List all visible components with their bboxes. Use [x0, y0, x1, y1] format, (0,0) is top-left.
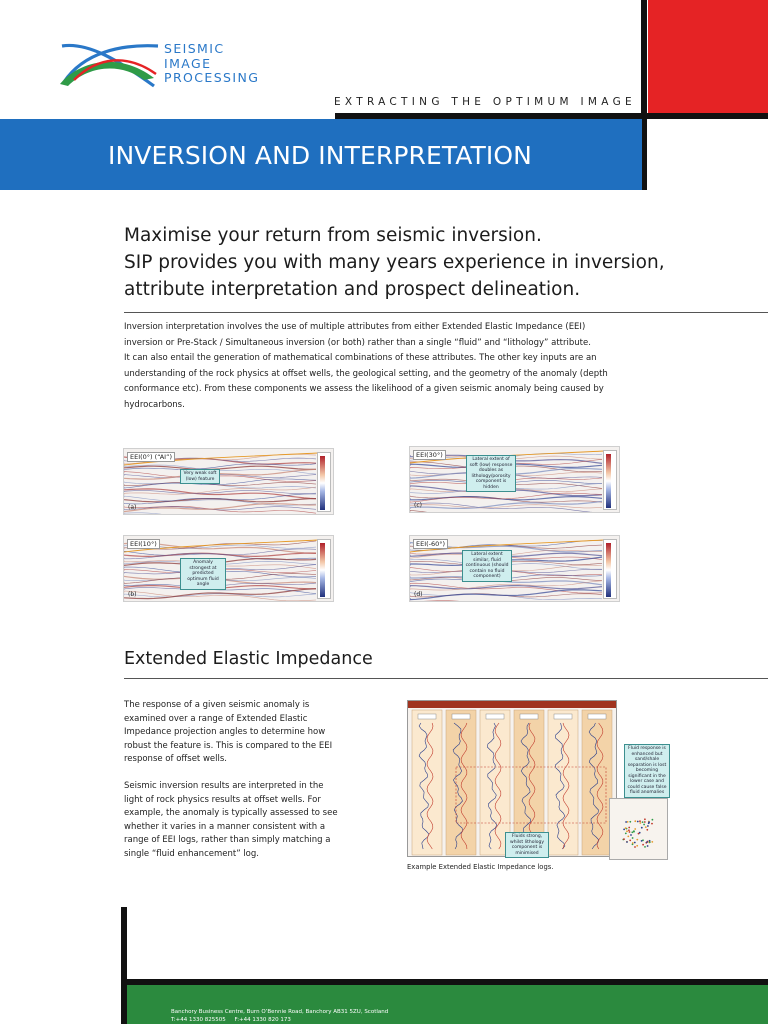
- intro-line: SIP provides you with many years experience in inversion,: [124, 252, 665, 273]
- footer-contact: [171, 1009, 388, 1024]
- paragraph-line: light of rock physics results at offset wells. For: [124, 794, 321, 805]
- panel-label: EEI(0°) (“AI”): [127, 452, 175, 462]
- panel-callout: Lateral extent of soft (low) response doubles as lithology/porosity component is hidden: [466, 455, 516, 492]
- crossplot-inset: [609, 798, 668, 860]
- paragraph-line: examined over a range of Extended Elastic: [124, 713, 308, 724]
- crossplot-image: [610, 799, 668, 860]
- paragraph-line: Inversion interpretation involves the use of multiple attributes from either Extended Elastic Impedance (EEI): [124, 322, 586, 332]
- footer-fax: F:+44 1330 820 173: [234, 1016, 291, 1023]
- intro-line: Maximise your return from seismic inversion.: [124, 225, 542, 246]
- eei-paragraphs: [124, 699, 364, 861]
- panel-letter: (a): [128, 504, 137, 511]
- paragraph-line: hydrocarbons.: [124, 399, 185, 410]
- paragraph-line: response of offset wells.: [124, 754, 227, 764]
- paragraph-line: It can also entail the generation of mathematical combinations of these attributes. The other key inputs are an: [124, 353, 597, 364]
- colour-scale: [603, 450, 617, 510]
- paragraph-line: inversion or Pre-Stack / Simultaneous inversion (or both) rather than a single “fluid” and “lithology” attribute.: [124, 337, 591, 348]
- paragraph-line: conformance etc). From these components we assess the likelihood of a given seismic anomaly being caused by: [124, 384, 604, 395]
- section-rule: [124, 678, 768, 679]
- logo-line: PROCESSING: [164, 70, 260, 85]
- colour-scale: [317, 452, 331, 512]
- panel-letter: (b): [128, 591, 137, 598]
- seismic-panel-c: [409, 446, 620, 513]
- paragraph-line: whether it varies in a manner consistent with a: [124, 821, 326, 832]
- seismic-panel-b: [123, 535, 334, 602]
- panel-letter: (c): [414, 502, 422, 509]
- figure-caption: Example Extended Elastic Impedance logs.: [407, 863, 554, 871]
- footer-phone-fax: [171, 1017, 388, 1024]
- paragraph-line: robust the feature is. This is compared to the EEI: [124, 740, 333, 751]
- colour-scale: [603, 539, 617, 599]
- colour-scale: [317, 539, 331, 599]
- tagline: EXTRACTING THE OPTIMUM IMAGE: [334, 96, 636, 108]
- paragraph-line: understanding of the rock physics at offset wells, the geological setting, and the geometry of the anomaly (depth: [124, 368, 608, 379]
- panel-callout: Lateral extent similar, fluid continuous (should contain no fluid component): [462, 550, 512, 582]
- paragraph-line: example, the anomaly is typically assessed to see: [124, 808, 338, 818]
- page-title: INVERSION AND INTERPRETATION: [108, 141, 532, 170]
- logo-wordmark: [164, 42, 259, 86]
- footer-address: Banchory Business Centre, Burn O’Bennie Road, Banchory AB31 5ZU, Scotland: [171, 1009, 389, 1015]
- seismic-panel-d: [409, 535, 620, 602]
- intro-line: attribute interpretation and prospect delineation.: [124, 279, 581, 300]
- figure-callout: Fluid response is enhanced but sand/shale separation is lost becoming significant in the lower case and could cause false fluid anomalies: [624, 744, 670, 798]
- logo-line: SEISMIC: [164, 41, 225, 56]
- panel-label: EEI(30°): [413, 450, 446, 460]
- company-logo: [58, 38, 298, 90]
- paragraph-line: single “fluid enhancement” log.: [124, 848, 259, 859]
- panel-letter: (d): [414, 591, 423, 598]
- paragraph-line: Impedance projection angles to determine how: [124, 727, 326, 737]
- logo-line: IMAGE: [164, 55, 212, 71]
- paragraph-line: The response of a given seismic anomaly is: [124, 700, 310, 710]
- intro-headline: [124, 222, 684, 303]
- panel-callout: Very weak soft (low) feature: [180, 469, 220, 484]
- panel-label: EEI(-60°): [413, 539, 448, 549]
- logo-mark: [58, 38, 168, 90]
- panel-label: EEI(10°): [127, 539, 160, 549]
- figure-callout: Fluids strong, whilst lithology component is minimised: [505, 832, 549, 858]
- panel-callout: Anomaly strongest at predicted optimum fluid angle: [180, 558, 226, 590]
- footer-phone: T:+44 1330 825505: [171, 1016, 226, 1023]
- paragraph-line: Seismic inversion results are interpreted in the: [124, 781, 324, 791]
- paragraph-line: range of EEI logs, rather than simply matching a: [124, 835, 331, 845]
- section-heading: Extended Elastic Impedance: [124, 649, 373, 669]
- section-rule: [124, 312, 768, 313]
- seismic-panel-a: [123, 448, 334, 515]
- intro-paragraph: [124, 320, 644, 414]
- red-accent-block: [648, 0, 768, 113]
